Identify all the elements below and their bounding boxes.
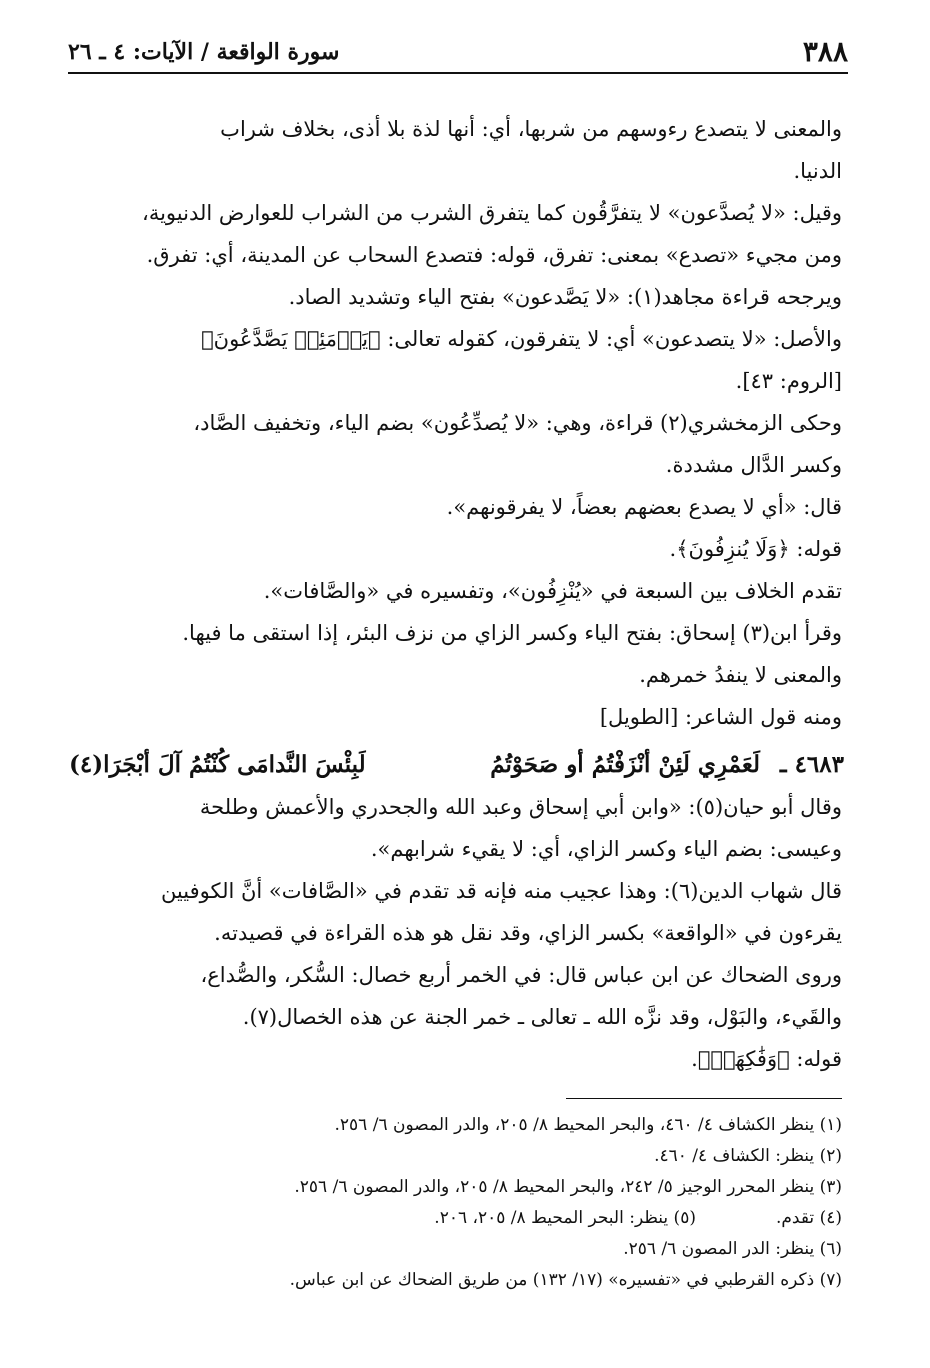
footnote: (١) ينظر الكشاف ٤/ ٤٦٠، والبحر المحيط ٨/ ٢٠٥، والدر المصون ٦/ ٢٥٦. (334, 1115, 842, 1135)
footnote: (٦) ينظر: الدر المصون ٦/ ٢٥٦. (623, 1239, 842, 1259)
page-header (68, 34, 848, 70)
footnote: (٢) ينظر: الكشاف ٤/ ٤٦٠. (654, 1146, 842, 1166)
paragraph (72, 486, 842, 528)
text-line: قوله: ﴿وَفَٰكِهَةٖ﴾. (691, 1047, 842, 1071)
text-line: قوله: ﴿وَلَا يُنزِفُونَ﴾. (669, 537, 842, 561)
paragraph (72, 192, 842, 276)
paragraph (72, 612, 842, 654)
paragraph (72, 1038, 842, 1080)
paragraph (72, 954, 842, 1038)
paragraph (72, 318, 842, 402)
paragraph (72, 654, 842, 696)
verse-first-hemistich: لَعَمْرِي لَئِنْ أنْزَفْتُمُ أو صَحَوْتُمُ (490, 751, 760, 778)
footnote-rule (566, 1098, 842, 1099)
header-rule (68, 72, 848, 74)
footnotes (72, 1110, 842, 1296)
text-line: ويرجحه قراءة مجاهد(١): «لا يَصَّدعون» بفتح الياء وتشديد الصاد. (288, 285, 842, 309)
text-line: والمعنى لا يتصدع رءوسهم من شربها، أي: أنها لذة بلا أذى، بخلاف شراب (220, 117, 842, 141)
text-line: يقرءون في «الواقعة» بكسر الزاي، وقد نقل هو هذه القراءة في قصيدته. (214, 921, 842, 945)
footnote: (٥) ينظر: البحر المحيط ٨/ ٢٠٥، ٢٠٦. (434, 1208, 696, 1228)
footnote: (٤) تقدم. (775, 1208, 842, 1228)
text-line: والقَيء، والبَوْل، وقد نزَّه الله ـ تعالى ـ خمر الجنة عن هذه الخصال(٧). (242, 1005, 842, 1029)
running-title: سورة الواقعة / الآيات: ٤ ـ ٢٦ (68, 39, 340, 65)
text-line: قال شهاب الدين(٦): وهذا عجيب منه فإنه قد تقدم في «الصَّافات» أنَّ الكوفيين (160, 879, 842, 903)
verse-number: ٤٦٨٣ ـ (779, 751, 844, 778)
text-line: وكسر الدَّال مشددة. (665, 453, 842, 477)
text-line: قال: «أي لا يصدع بعضهم بعضاً، لا يفرقونهم». (446, 495, 842, 519)
text-line: [الروم: ٤٣]. (735, 369, 842, 393)
paragraph (72, 108, 842, 192)
main-text-after-verse (72, 786, 842, 1080)
footnote: (٣) ينظر المحرر الوجيز ٥/ ٢٤٢، والبحر المحيط ٨/ ٢٠٥، والدر المصون ٦/ ٢٥٦. (294, 1177, 842, 1197)
footnote: (٧) ذكره القرطبي في «تفسيره» (١٧/ ١٣٢) من طريق الضحاك عن ابن عباس. (289, 1270, 842, 1290)
paragraph (72, 696, 842, 738)
footnote-line (72, 1203, 842, 1234)
text-line: والأصل: «لا يتصدعون» أي: لا يتفرقون، كقوله تعالى: ﴿يَوۡمَئِذٖ يَصَّدَّعُونَ﴾ (201, 327, 842, 351)
text-line: والمعنى لا ينفدُ خمرهم. (639, 663, 842, 687)
paragraph (72, 528, 842, 570)
paragraph (72, 870, 842, 954)
text-line: وروى الضحاك عن ابن عباس قال: في الخمر أربع خصال: السُّكر، والصُّداع، (200, 963, 842, 987)
text-line: وقيل: «لا يُصدَّعون» لا يتفرَّقُون كما يتفرق الشرب من الشراب للعوارض الدنيوية، (142, 201, 842, 225)
paragraph (72, 276, 842, 318)
poetry-verse (69, 744, 844, 786)
paragraph (72, 570, 842, 612)
paragraph (72, 786, 842, 870)
text-line: وحكى الزمخشري(٢) قراءة، وهي: «لا يُصدِّعُون» بضم الياء، وتخفيف الصَّاد، (193, 411, 842, 435)
text-line: تقدم الخلاف بين السبعة في «يُنْزِفُون»، وتفسيره في «والصَّافات». (263, 579, 842, 603)
paragraph (72, 402, 842, 486)
text-line: وقال أبو حيان(٥): «وابن أبي إسحاق وعبد الله والجحدري والأعمش وطلحة (199, 795, 842, 819)
text-line: ومن مجيء «تصدع» بمعنى: تفرق، قوله: فتصدع السحاب عن المدينة، أي: تفرق. (146, 243, 842, 267)
text-line: ومنه قول الشاعر: [الطويل] (599, 705, 842, 729)
text-line: وقرأ ابن(٣) إسحاق: بفتح الياء وكسر الزاي من نزف البئر، إذا استقى ما فيها. (182, 621, 842, 645)
text-line: الدنيا. (793, 159, 842, 183)
text-line: وعيسى: بضم الياء وكسر الزاي، أي: لا يقيء شرابهم». (370, 837, 842, 861)
verse-second-hemistich: لَبِئْسَ النَّدامَى كُنْتُمُ آلَ أبْجَرَا(٤) (69, 751, 366, 778)
main-text-before-verse (72, 108, 842, 738)
page-number: ٣٨٨ (802, 35, 848, 68)
